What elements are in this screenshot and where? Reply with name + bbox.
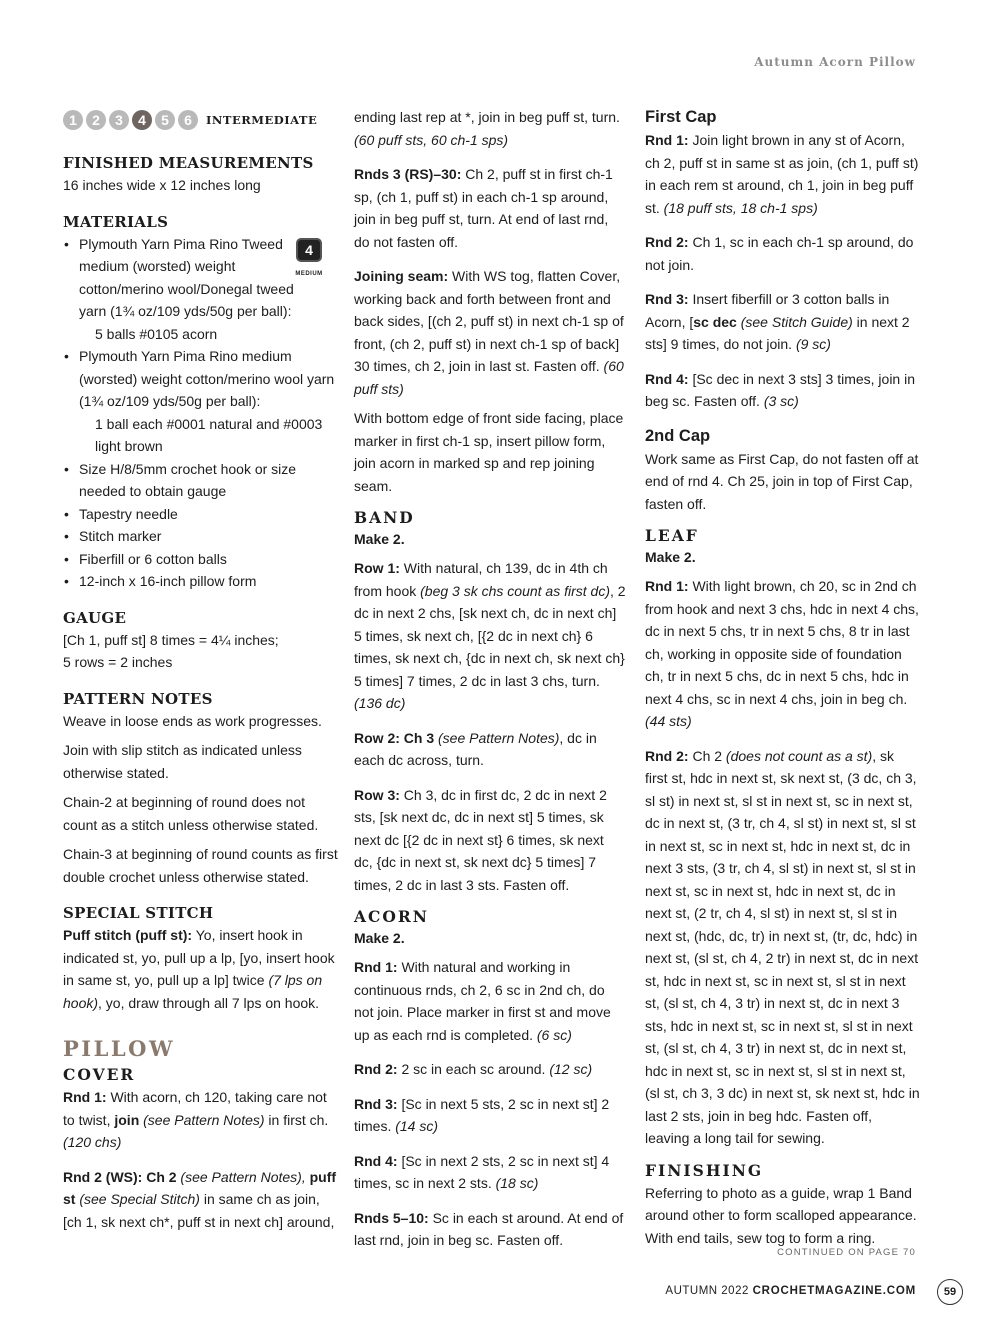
skill-dot-6: 6 <box>178 110 198 130</box>
page-number: 59 <box>937 1279 963 1305</box>
band-row-3: Row 3: Ch 3, dc in first dc, 2 dc in next 2 sts, [sk next dc, dc in next st] 5 times, sk next dc [{2 dc in next st} 6 times, sk next dc, {dc in next st, sk next dc} 5 times] 7 times, 2 dc in last 3 sts. Fasten off. <box>354 786 607 893</box>
band-make: Make 2. <box>354 531 405 547</box>
band-row-2: Row 2: Ch 3 (see Pattern Notes), dc in each dc across, turn. <box>354 729 597 768</box>
acorn-rnd-4: Rnd 4: [Sc in next 2 sts, 2 sc in next st] 4 times, sc in next 2 sts. (18 sc) <box>354 1152 610 1191</box>
column-1 <box>63 106 338 1240</box>
list-item: • Tapestry needle <box>63 503 338 526</box>
cover-rnds-3-30: Rnds 3 (RS)–30: Ch 2, puff st in first ch-1 sp, (ch 1, puff st) in each ch-1 sp around, join in beg puff st, turn. At end of last rnd, do not fasten off. <box>354 166 613 250</box>
gauge-line-1: [Ch 1, puff st] 8 times = 4¼ inches; <box>63 631 279 648</box>
list-item: • Plymouth Yarn Pima Rino Tweed medium (worsted) weight cotton/merino wool/Donegal tweed yarn (1¾ oz/109 yds/50g per ball): <box>63 233 338 323</box>
cover-rnd-1: Rnd 1: With acorn, ch 120, taking care not to twist, join (see Pattern Notes) in first ch. (120 chs) <box>63 1089 329 1150</box>
notes-heading: PATTERN NOTES <box>63 689 213 708</box>
skill-dot-3: 3 <box>109 110 129 130</box>
list-item: • Stitch marker <box>63 525 338 548</box>
gauge-heading: GAUGE <box>63 608 127 627</box>
skill-level <box>63 106 338 134</box>
yarn-weight-number: 4 <box>296 238 322 262</box>
leaf-rnd-1: Rnd 1: With light brown, ch 20, sc in 2nd ch from hook and next 3 chs, hdc in next 4 chs, dc in next 5 chs, tr in next 5 chs, 8 tr in last ch, working in opposite side of foundation ch, tr in next 5 chs, dc in next 5 chs, hdc in next 4 chs, sc in next 4 chs, join in beg ch. (44 sts) <box>645 578 919 729</box>
special-stitch-heading: SPECIAL STITCH <box>63 904 214 922</box>
cover-heading: COVER <box>63 1065 136 1084</box>
note: Join with slip stitch as indicated unless otherwise stated. <box>63 742 302 781</box>
leaf-heading: LEAF <box>645 526 699 545</box>
first-cap-heading: First Cap <box>645 108 717 126</box>
second-cap-heading: 2nd Cap <box>645 426 711 445</box>
skill-dot-2: 2 <box>86 110 106 130</box>
footer-magazine: CROCHETMAGAZINE.COM <box>752 1285 916 1297</box>
leaf-rnd-2: Rnd 2: Ch 2 (does not count as a st), sk first st, hdc in next st, sk next st, (3 dc, ch 3, sl st) in next st, sl st in next st, sc in next st, dc in next st, (3 tr, ch 4, sl st) in next st, sl st in next st, sc in next st, hdc in next st, dc in next 3 sts, (3 tr, ch 4, sl st) in next st, sl st in next st, sc in next st, hdc in next st, dc in next st, (2 tr, ch 4, sl st) in next st, sl st in next st, (hdc, dc, tr) in next st, (tr, dc, hdc) in next st, (sl st, ch 4, 2 tr) in next st, dc in next st, hdc in next st, sc in next st, sl st in next st, (sl st, ch 4, 3 tr) in next st, dc in next 3 sts, hdc in next st, sc in next st, sl st in next st, (sl st, ch 4, 3 tr) in next st, dc in next st, hdc in next st, sc in next st, sl st in next st, (sl st, ch 3, 3 dc) in next st, sk next st, hdc in last 2 sts, join in beg hdc. Fasten off, leaving a long tail for sewing. <box>645 747 920 1146</box>
continued-note: CONTINUED ON PAGE 70 <box>777 1247 916 1258</box>
first-cap-rnd-3: Rnd 3: Insert fiberfill or 3 cotton balls in Acorn, [sc dec (see Stitch Guide) in next 2 sts] 9 times, do not join. (9 sc) <box>645 291 910 352</box>
skill-dot-1: 1 <box>63 110 83 130</box>
list-item: • 12-inch x 16-inch pillow form <box>63 570 338 593</box>
list-sub-item: 1 ball each #0001 natural and #0003 light brown <box>95 415 323 454</box>
acorn-rnds-5-10: Rnds 5–10: Sc in each st around. At end of last rnd, join in beg sc. Fasten off. <box>354 1209 624 1248</box>
list-sub-item: 5 balls #0105 acorn <box>95 325 218 342</box>
band-heading: BAND <box>354 508 415 527</box>
skill-dot-5: 5 <box>155 110 175 130</box>
acorn-make: Make 2. <box>354 930 405 946</box>
list-item: • Plymouth Yarn Pima Rino medium (worsted) weight cotton/merino wool yarn (1¾ oz/109 yds/50g per ball): <box>63 345 338 413</box>
finishing-text: Referring to photo as a guide, wrap 1 Band around other to form scalloped appearance. With end tails, sew tog to form a ring. <box>645 1184 917 1246</box>
acorn-heading: ACORN <box>354 907 429 926</box>
joining-seam: Joining seam: With WS tog, flatten Cover, working back and forth between front and back sides, [(ch 2, puff st) in next ch-1 sp of front, (ch 2, puff st) in next ch-1 sp of back] 30 times, ch 2, join in last st. Fasten off. (60 puff sts) <box>354 268 624 397</box>
acorn-rnd-2: Rnd 2: 2 sc in each sc around. (12 sc) <box>354 1061 593 1077</box>
list-item: • Fiberfill or 6 cotton balls <box>63 548 338 571</box>
column-2 <box>354 106 626 1259</box>
note: Weave in loose ends as work progresses. <box>63 712 322 729</box>
yarn-weight-label: MEDIUM <box>295 271 323 277</box>
second-cap-text: Work same as First Cap, do not fasten off at end of rnd 4. Ch 25, join in top of First Cap, fasten off. <box>645 450 919 512</box>
finished-text: 16 inches wide x 12 inches long <box>63 177 261 193</box>
footer-season: AUTUMN 2022 <box>665 1285 753 1297</box>
materials-heading: MATERIALS <box>63 212 169 231</box>
gauge-line-2: 5 rows = 2 inches <box>63 654 173 670</box>
note: Chain-3 at beginning of round counts as first double crochet unless otherwise stated. <box>63 846 338 885</box>
acorn-rnd-3: Rnd 3: [Sc in next 5 sts, 2 sc in next st] 2 times. (14 sc) <box>354 1095 610 1134</box>
first-cap-rnd-2: Rnd 2: Ch 1, sc in each ch-1 sp around, do not join. <box>645 234 914 273</box>
skill-label: INTERMEDIATE <box>206 112 318 127</box>
list-item: • Size H/8/5mm crochet hook or size needed to obtain gauge <box>63 458 338 503</box>
cover-rnd-2-cont: ending last rep at *, join in beg puff st, turn. (60 puff sts, 60 ch-1 sps) <box>354 109 620 148</box>
materials-list <box>63 233 338 593</box>
bottom-edge-text: With bottom edge of front side facing, place marker in first ch-1 sp, insert pillow form, join acorn in marked sp and rep joining seam. <box>354 410 624 494</box>
leaf-make: Make 2. <box>645 549 696 565</box>
skill-dot-4-active: 4 <box>132 110 152 130</box>
pillow-heading: PILLOW <box>63 1036 176 1061</box>
column-3 <box>645 106 920 1256</box>
special-stitch-text: Puff stitch (puff st): Yo, insert hook in indicated st, yo, pull up a lp, [yo, insert hook in same st, yo, pull up a lp] twice (7 lps on hook), yo, draw through all 7 lps on hook. <box>63 927 335 1011</box>
footer <box>665 1285 916 1297</box>
finished-heading: FINISHED MEASUREMENTS <box>63 154 314 172</box>
acorn-rnd-1: Rnd 1: With natural and working in continuous rnds, ch 2, 6 sc in 2nd ch, do not join. Place marker in first st and move up as each rnd is completed. (6 sc) <box>354 959 611 1043</box>
first-cap-rnd-1: Rnd 1: Join light brown in any st of Acorn, ch 2, puff st in same st as join, (ch 1, puff st) in each rem st around, ch 1, join in beg puff st. (18 puff sts, 18 ch-1 sps) <box>645 132 919 216</box>
cover-rnd-2: Rnd 2 (WS): Ch 2 (see Pattern Notes), puff st (see Special Stitch) in same ch as join, [ch 1, sk next ch*, puff st in next ch] around, <box>63 1168 337 1230</box>
first-cap-rnd-4: Rnd 4: [Sc dec in next 3 sts] 3 times, join in beg sc. Fasten off. (3 sc) <box>645 370 915 409</box>
finishing-heading: FINISHING <box>645 1160 764 1180</box>
band-row-1: Row 1: With natural, ch 139, dc in 4th ch from hook (beg 3 sk chs count as first dc), 2 dc in next 2 chs, [sk next ch, dc in next ch] 5 times, sk next ch, [{2 dc in next ch} 6 times, sk next ch, {dc in next ch, sk next ch} 5 times] 7 times, 2 dc in last 3 chs, turn. (136 dc) <box>354 560 626 711</box>
note: Chain-2 at beginning of round does not count as a stitch unless otherwise stated. <box>63 794 319 833</box>
running-head: Autumn Acorn Pillow <box>754 55 916 69</box>
